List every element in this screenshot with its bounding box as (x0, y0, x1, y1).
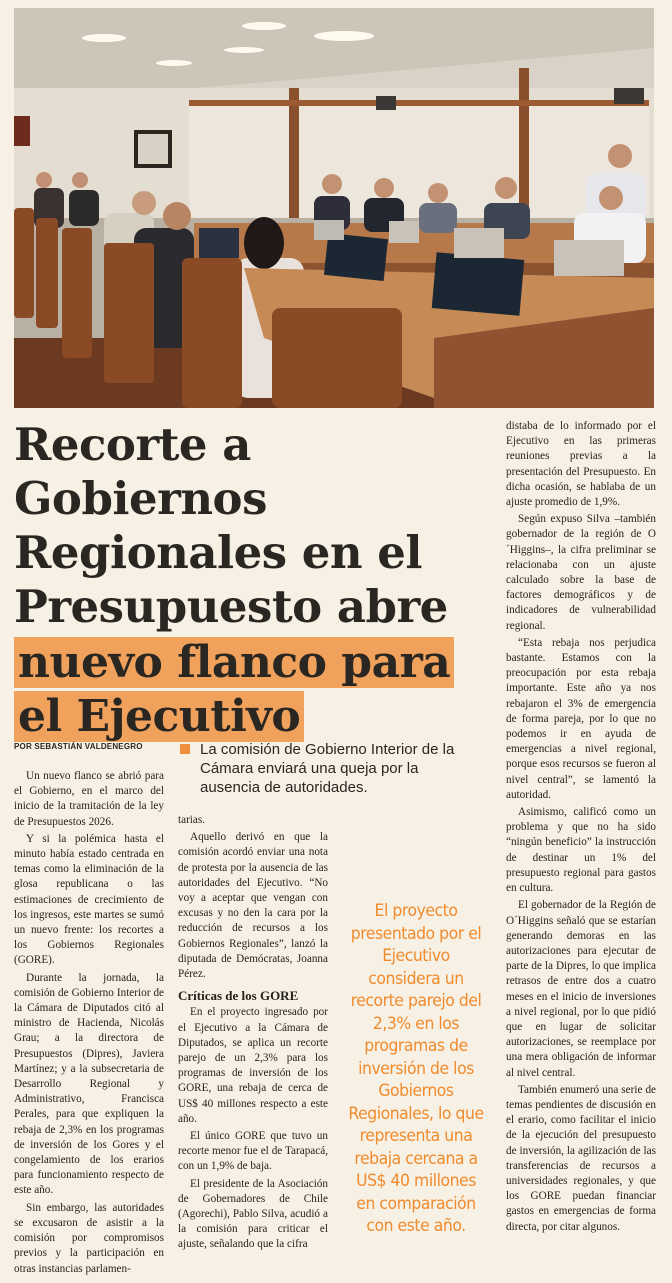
paragraph: Sin embargo, las autoridades se excusaron de asistir a la comisión por compromisos previos y la participación en otras instancias parlamen- (14, 1201, 164, 1275)
lead-summary (180, 740, 480, 797)
body-column-1 (14, 769, 164, 1279)
body-column-3 (506, 419, 656, 1237)
headline-highlight: nuevo flanco para el Ejecutivo (14, 637, 454, 742)
paragraph: Y si la polémica hasta el minuto había estado centrada en temas como la eliminación de la glosa republicana o las estimaciones de crecimiento de los ingresos, este martes se sumó un nuevo frente: los recortes a los Gobiernos Regionales (GORE). (14, 832, 164, 967)
paragraph: También enumeró una serie de temas pendientes de discusión en el erario, como facilitar el inicio de la ejecución del presupuesto de inversión, la agilización de las transferencias de recursos a universidades regionales, y que los GORE puedan financiar gastos en emergencias de forma directa, por citar algunos. (506, 1083, 656, 1233)
paragraph: Un nuevo flanco se abrió para el Gobierno, en el marco del inicio de la tramitación de la ley de Presupuestos 2026. (14, 770, 164, 828)
section-subhead: Críticas de los GORE (178, 988, 299, 1004)
paragraph-continuation: distaba de lo informado por el Ejecutivo en las primeras reuniones previas a la presentación del Presupuesto. En dicha ocasión, se hablaba de un ajuste promedio de 1,9%. (506, 420, 656, 509)
square-bullet-icon (180, 744, 190, 754)
paragraph: Durante la jornada, la comisión de Gobierno Interior de la Cámara de Diputados citó al ministro de Hacienda, Nicolás Grau; a la directora de Presupuestos (Dipres), Javiera Martínez; y a la subsecretaria de Desarrollo Regional y Administrativo, Francisca Perales, para que expliquen la rebaja de 2,3% en los programas de inversión de los Gores y el congelamiento de los erarios para funcionamiento respecto de este año. (14, 971, 164, 1197)
paragraph: El único GORE que tuvo un recorte menor fue el de Tarapacá, con un 1,9% de baja. (178, 1130, 328, 1173)
paragraph: “Esta rebaja nos perjudica bastante. Estamos con la preocupación por esta rebaja importante. Este año ya nos rebajaron el 3% de emergencia de forma pareja, por lo que no podemos ir en ayuda de emergencias a nivel regional, porque esos recursos se fueron al nivel central”, se lamentó la autoridad. (506, 636, 656, 801)
headline (14, 418, 494, 744)
headline-line-2: Regionales en el (14, 526, 422, 579)
byline: POR SEBASTIÁN VALDENEGRO (14, 742, 143, 751)
pull-quote: El proyecto presentado por el Ejecutivo considera un recorte parejo del 2,3% en los programas de inversión de los Gobiernos Regionales, lo que representa una rebaja cercana a US$ 40 millones en comparación con este año. (348, 901, 484, 1236)
paragraph: Según expuso Silva –también gobernador de la región de O´Higgins–, la cifra preliminar se relacionaba con un ajuste calculado sobre la base de factores demográficos y de indicadores de vulnerabilidad regional. (506, 513, 656, 632)
paragraph: El presidente de la Asociación de Gobernadores de Chile (Agorechi), Pablo Silva, acudió a la comisión para criticar el ajuste, señalando que la cifra (178, 1177, 328, 1251)
paragraph: En el proyecto ingresado por el Ejecutivo a la Cámara de Diputados, se aplica un recorte parejo de un 2,3% para los programas de inversión de los GORE, una rebaja de cerca de US$ 40 millones respecto a este año. (178, 1006, 328, 1125)
lead-text: La comisión de Gobierno Interior de la Cámara enviará una queja por la ausencia de autoridades. (200, 741, 455, 796)
body-column-2 (178, 813, 328, 1255)
headline-line-1: Recorte a Gobiernos (14, 418, 267, 525)
article-photo (14, 8, 654, 408)
paragraph: Aquello derivó en que la comisión acordó enviar una nota de protesta por la ausencia de las autoridades del Ejecutivo. “No voy a aceptar que vengan con excusas y no den la cara por la reducción de recursos a los Gobiernos Regionales”, lanzó la diputada de Demócratas, Joanna Pérez. (178, 831, 328, 981)
paragraph-continuation: tarias. (178, 814, 206, 826)
paragraph: Asimismo, calificó como un problema y que no ha sido “ningún beneficio” la instrucción de destinar un 1% del presupuesto regional para gastos en cultura. (506, 806, 656, 895)
headline-line-3: Presupuesto abre (14, 580, 448, 633)
paragraph: El gobernador de la Región de O´Higgins señaló que se estarían generando demoras en las autorizaciones para ejecutar de parte de la Dipres, lo que implica retrasos de entre dos a cuatro meses en el inicio de inversiones a nivel regional, por lo que pidió que en lugar de solicitar autorizaciones, se reemplace por una mera obligación de informar al nivel central. (506, 899, 656, 1079)
